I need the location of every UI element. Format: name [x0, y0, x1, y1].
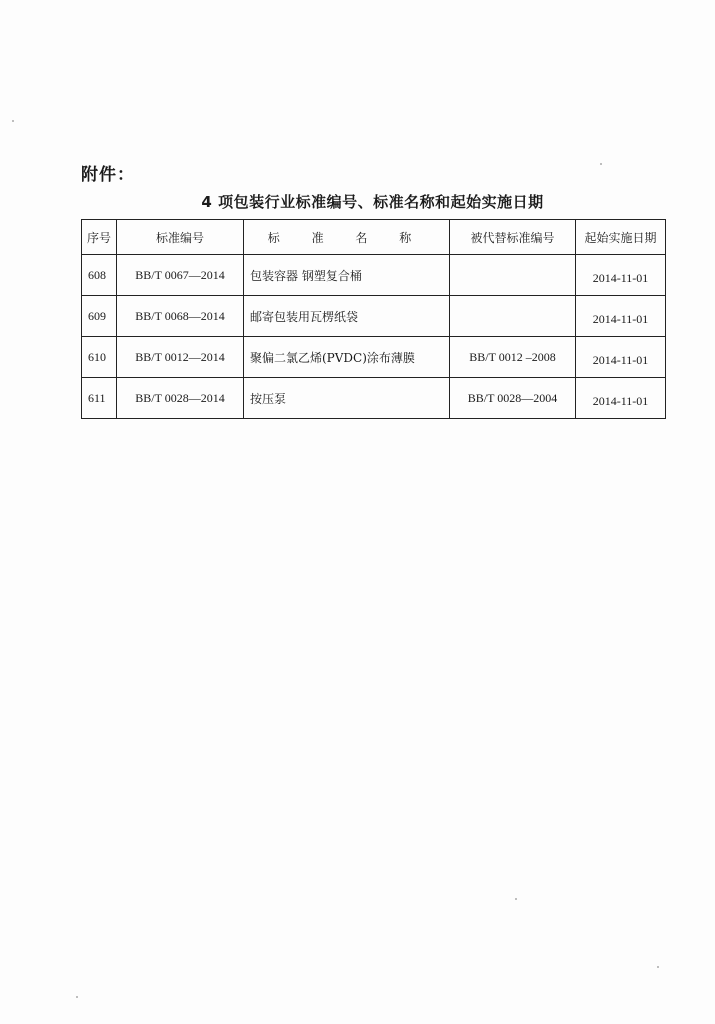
scan-speck: [76, 996, 78, 998]
row-name: 包装容器 钢塑复合桶: [244, 255, 450, 296]
scan-speck: [12, 120, 14, 122]
row-date: 2014-11-01: [576, 337, 666, 378]
table-row: [82, 378, 666, 419]
row-seq: 610: [82, 337, 117, 378]
table-row: [82, 255, 666, 296]
row-replaced: BB/T 0012 –2008: [450, 337, 576, 378]
scan-speck: [657, 966, 659, 968]
header-date: 起始实施日期: [576, 220, 666, 255]
document-title: 4 项包装行业标准编号、标准名称和起始实施日期: [201, 193, 544, 211]
table-row: [82, 296, 666, 337]
row-name: 邮寄包装用瓦楞纸袋: [244, 296, 450, 337]
standards-table: [81, 219, 666, 419]
header-replaced: 被代替标准编号: [450, 220, 576, 255]
header-name: 标 准 名 称: [244, 220, 450, 255]
header-code: 标准编号: [117, 220, 244, 255]
row-code: BB/T 0012—2014: [117, 337, 244, 378]
row-date: 2014-11-01: [576, 255, 666, 296]
row-seq: 609: [82, 296, 117, 337]
table-row: [82, 337, 666, 378]
table-header-row: [82, 220, 666, 255]
row-seq: 608: [82, 255, 117, 296]
scan-speck: [600, 163, 602, 165]
row-name: 按压泵: [244, 378, 450, 419]
row-date: 2014-11-01: [576, 296, 666, 337]
row-name: 聚偏二氯乙烯(PVDC)涂布薄膜: [244, 337, 450, 378]
row-replaced: [450, 255, 576, 296]
row-code: BB/T 0068—2014: [117, 296, 244, 337]
header-seq: 序号: [82, 220, 117, 255]
row-date: 2014-11-01: [576, 378, 666, 419]
row-replaced: [450, 296, 576, 337]
scan-speck: [515, 898, 517, 900]
row-code: BB/T 0028—2014: [117, 378, 244, 419]
row-seq: 611: [82, 378, 117, 419]
row-code: BB/T 0067—2014: [117, 255, 244, 296]
attachment-label: 附件：: [81, 165, 135, 185]
row-replaced: BB/T 0028—2004: [450, 378, 576, 419]
